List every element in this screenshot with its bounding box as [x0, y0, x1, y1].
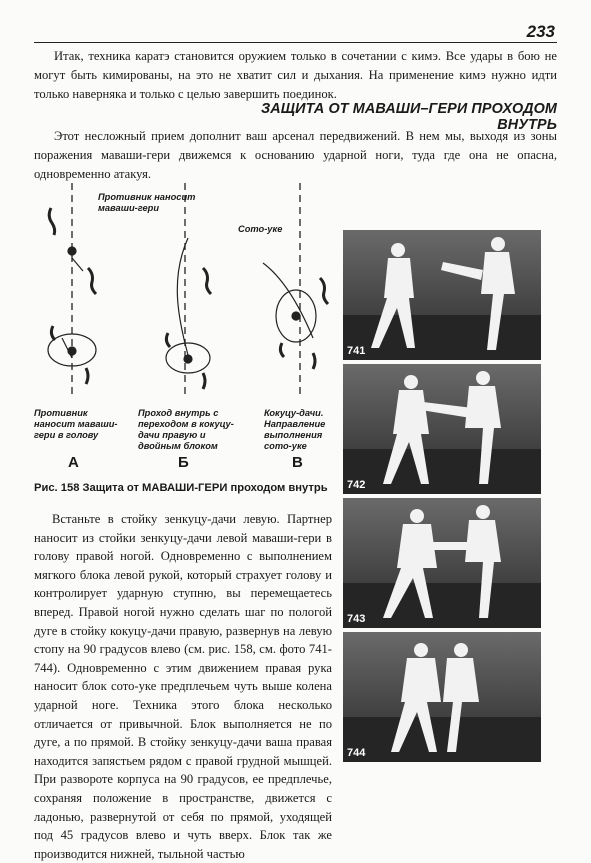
- label-bottom-a: Противник наносит маваши-гери в голову: [34, 408, 118, 440]
- letter-b: Б: [178, 454, 189, 471]
- photo-number: 741: [347, 345, 366, 357]
- photo-number: 742: [347, 479, 366, 491]
- intro-paragraph: Итак, техника каратэ становится оружием только в сочетании с кимэ. Все удары в бою не могут быть кимированы, на это не хватит сил и дыхания. На применение кимэ нужно идти только наверняка и только с целью завершить поединок.: [34, 49, 557, 101]
- diagram-c: [263, 263, 328, 369]
- body-text: [34, 510, 332, 863]
- footwork-diagram: [28, 178, 338, 471]
- label-bottom-b: Проход внутрь с переходом в кокуцу-дачи правую и двойным блоком: [138, 408, 234, 451]
- photo-figures-744: [343, 632, 541, 762]
- section-title: ЗАЩИТА ОТ МАВАШИ–ГЕРИ ПРОХОДОМ ВНУТРЬ: [260, 101, 557, 133]
- photo-744: [343, 632, 541, 762]
- photo-figures-741: [343, 230, 541, 360]
- section-intro-paragraph: Этот несложный прием дополнит ваш арсенал передвижений. В нем мы, выходя из зоны поражения маваши-гери движемся к основанию ударной ноги, туда где она не опасна, одновременно атакуя.: [34, 129, 557, 181]
- header-rule: [34, 42, 557, 43]
- photo-figures-743: [343, 498, 541, 628]
- photo-figures-742: [343, 364, 541, 494]
- photo-number: 743: [347, 613, 366, 625]
- body-paragraph: Встаньте в стойку зенкуцу-дачи левую. Партнер наносит из стойки зенкуцу-дачи левой маваши-гери в голову правой ногой. Одновременно с выполнением мягкого блока левой рукой, который страхует голову и контролирует ударную ступню, вы перемещаетесь вперед. Правой ногой нужно сделать шаг по пологой дуге в стойку кокуцу-дачи правую, развернув на левую стопу на 90 градусов влево (см. рис. 158, см. фото 741-744). Одновременно с этим движением правая рука наносит блок сото-уке предплечьем чуть выше колена ударной ноге. Техника этого блока несколько отличается от привычной. Блок выполняется не по дуге, а по прямой. В стойку зенкуцу-дачи ваша правая находится запястьем рядом с правой грудной мышцей. При развороте корпуса на 90 градусов, ее предплечье, сохраняя положение в пространстве, движется с ладонью, развернутой от себя по прямой, уходящей под 45 градусов влево и чуть вверх. Блок так же производится нижней, тыльной частью: [34, 512, 332, 861]
- diagram-b: [166, 238, 211, 389]
- photo-743: [343, 498, 541, 628]
- label-top-c: Сото-уке: [238, 224, 283, 234]
- letter-c: В: [292, 454, 303, 471]
- page-number: 233: [526, 22, 555, 41]
- label-bottom-c: Кокуцу-дачи. Направление выполнения сото-уке: [264, 408, 326, 451]
- photo-number: 744: [347, 747, 366, 759]
- figure-caption: Рис. 158 Защита от МАВАШИ-ГЕРИ проходом внутрь: [34, 482, 328, 494]
- photo-742: [343, 364, 541, 494]
- letter-a: А: [68, 454, 79, 471]
- photo-741: [343, 230, 541, 360]
- label-top-a: Противник наносит маваши-гери: [98, 192, 196, 213]
